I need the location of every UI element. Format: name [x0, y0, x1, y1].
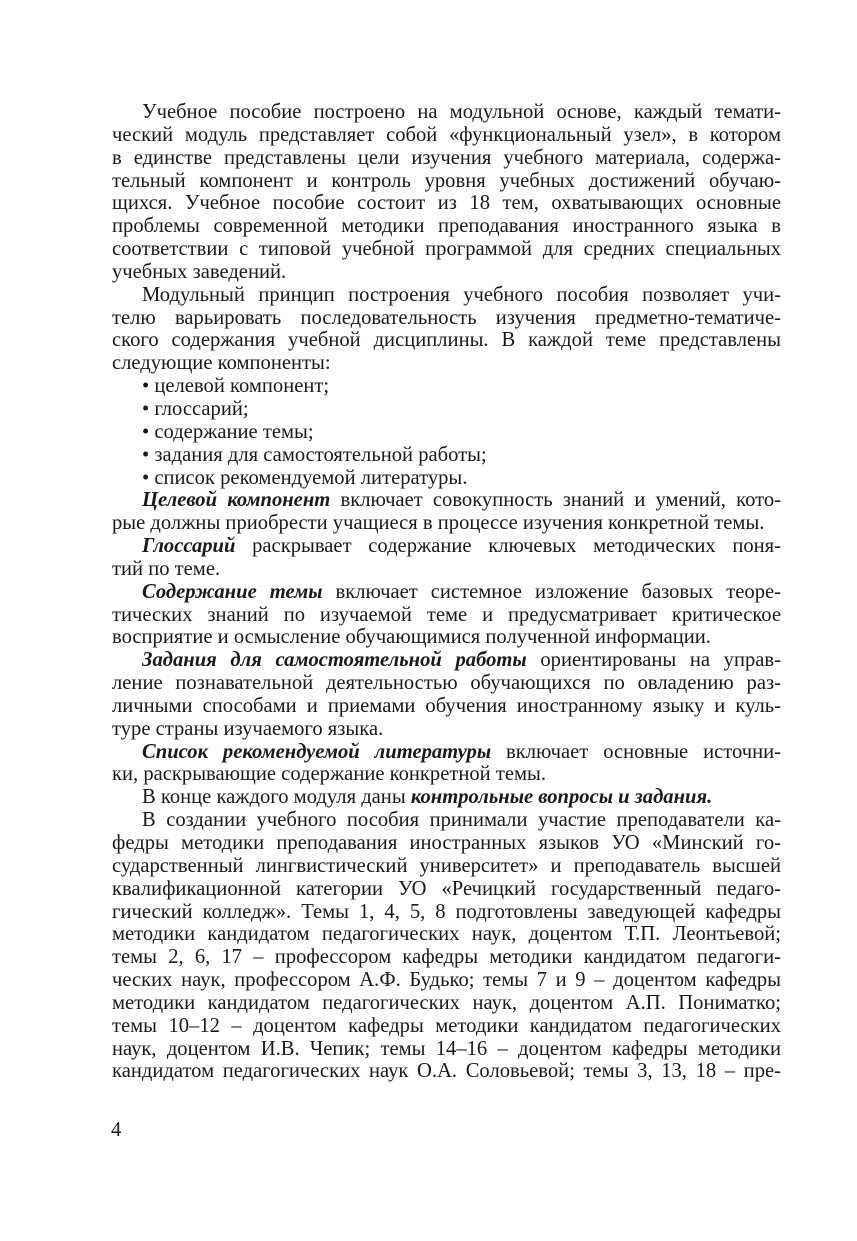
paragraph-self-study-tasks [112, 649, 781, 740]
term-emphasis: Целевой компонент [142, 489, 331, 512]
paragraph-modular-principle [112, 284, 781, 375]
text-line: методики кандидатом педагогических наук, доцентом А.П. Пониматко; [112, 991, 781, 1014]
text-fragment: включает совокупность знаний и умений, кото- [330, 489, 781, 512]
text-line [112, 535, 781, 558]
list-item: • глоссарий; [142, 397, 249, 420]
text-line: соответствии с типовой учебной программой для средних специальных [112, 238, 781, 261]
text-line: тий по теме. [112, 557, 221, 580]
text-line: Модульный принцип построения учебного пособия позволяет учи- [142, 283, 781, 306]
text-fragment: ориентированы на управ- [526, 649, 781, 672]
text-line: телю варьировать последовательность изучения предметно-тематиче- [112, 306, 781, 329]
text-line: следующие компоненты: [112, 352, 331, 375]
text-line: щихся. Учебное пособие состоит из 18 тем, охватывающих основные [112, 192, 781, 215]
text-line [112, 649, 781, 672]
text-line [112, 489, 781, 512]
list-item: • задания для самостоятельной работы; [142, 443, 487, 466]
paragraph-authors [112, 809, 781, 1083]
text-line: восприятие и осмысление обучающимися полученной информации. [112, 626, 711, 649]
text-line: рые должны приобрести учащиеся в процессе изучения конкретной темы. [112, 512, 765, 535]
text-line: квалификационной категории УО «Речицкий государственный педаго- [112, 877, 781, 900]
text-line: федры методики преподавания иностранных языков УО «Минский го- [112, 832, 781, 854]
term-emphasis: Глоссарий [142, 535, 236, 558]
text-fragment: раскрывает содержание ключевых методических поня- [235, 535, 781, 558]
text-line: тельный компонент и контроль уровня учебных достижений обучаю- [112, 169, 781, 192]
text-line: тических знаний по изучаемой теме и предусматривает критическое [112, 603, 781, 626]
text-fragment: В конце каждого модуля даны [142, 786, 411, 809]
paragraph-reading-list [112, 741, 781, 787]
text-line: гический колледж». Темы 1, 4, 5, 8 подготовлены заведующей кафедры [112, 900, 781, 923]
text-line: личными способами и приемами обучения иностранному языку и куль- [112, 694, 781, 717]
text-fragment: включает системное изложение базовых теоре- [322, 580, 782, 603]
text-line: в единстве представлены цели изучения учебного материала, содержа- [112, 146, 781, 169]
text-line: темы 2, 6, 17 – профессором кафедры методики кандидатом педагоги- [112, 946, 781, 969]
text-line: методики кандидатом педагогических наук, доцентом Т.П. Леонтьевой; [112, 923, 781, 946]
text-line: темы 10–12 – доцентом кафедры методики кандидатом педагогических [112, 1014, 781, 1037]
text-line: ление познавательной деятельностью обучающихся по овладению раз- [112, 672, 781, 695]
page-number: 4 [111, 1119, 122, 1141]
term-emphasis: Содержание темы [142, 580, 323, 603]
text-line [112, 741, 781, 764]
term-emphasis: контрольные вопросы и задания. [410, 786, 713, 809]
text-line: В создании учебного пособия принимали участие преподаватели ка- [142, 809, 781, 832]
text-line: сударственный лингвистический университет» и преподаватель высшей [112, 854, 781, 877]
text-line: Учебное пособие построено на модульной основе, каждый темати- [142, 101, 781, 123]
text-line: кандидатом педагогических наук О.А. Соловьевой; темы 3, 13, 18 – пре- [112, 1060, 781, 1083]
term-emphasis: Список рекомендуемой литературы [142, 740, 492, 763]
page-text [112, 101, 781, 1083]
text-line: ки, раскрывающие содержание конкретной темы. [112, 763, 547, 786]
paragraph-goal-component [112, 489, 781, 535]
text-line [112, 786, 781, 809]
list-item: • список рекомендуемой литературы. [142, 466, 468, 489]
text-line [112, 581, 781, 604]
paragraph-glossary [112, 535, 781, 581]
paragraph-intro [112, 101, 781, 284]
paragraph-topic-content [112, 581, 781, 650]
components-list [112, 375, 781, 489]
text-line: ческий модуль представляет собой «функциональный узел», в котором [112, 123, 781, 146]
text-line: ческих наук, профессором А.Ф. Будько; темы 7 и 9 – доцентом кафедры [112, 969, 781, 992]
text-line: проблемы современной методики преподавания иностранного языка в [112, 215, 781, 238]
text-fragment: включает основные источни- [491, 740, 781, 763]
list-item: • целевой компонент; [142, 375, 330, 398]
paragraph-module-end [112, 786, 781, 809]
list-item: • содержание темы; [142, 420, 314, 443]
text-line: туре страны изучаемого языка. [112, 717, 384, 740]
text-line: наук, доцентом И.В. Чепик; темы 14–16 – доцентом кафедры методики [112, 1037, 781, 1060]
text-line: учебных заведений. [112, 260, 287, 283]
text-line: ского содержания учебной дисциплины. В каждой теме представлены [112, 329, 781, 352]
term-emphasis: Задания для самостоятельной работы [142, 649, 527, 672]
